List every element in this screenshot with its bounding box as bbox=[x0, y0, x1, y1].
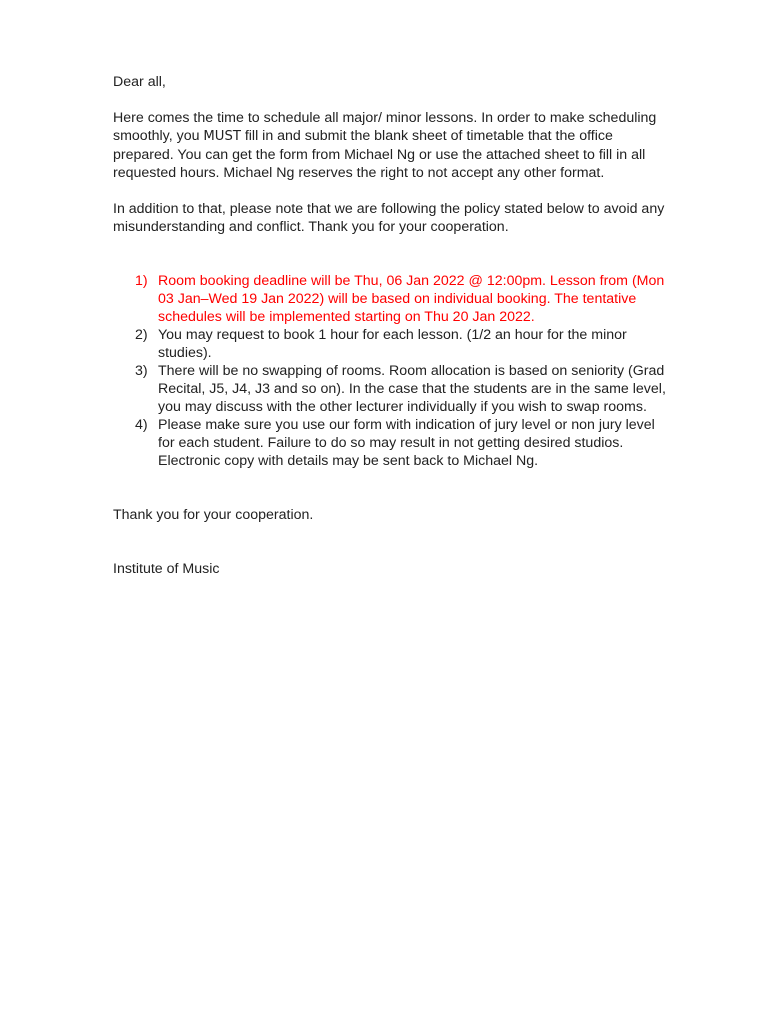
policy-item-deadline bbox=[113, 272, 673, 326]
closing-line: Thank you for your cooperation. bbox=[113, 507, 314, 523]
intro-paragraph bbox=[113, 109, 673, 182]
policy-item-room-swapping bbox=[113, 362, 673, 416]
letter-body bbox=[113, 73, 673, 578]
policy-item-number: 2) bbox=[135, 327, 148, 343]
policy-item-text: Room booking deadline will be Thu, 06 Jan 2022 @ 12:00pm. Lesson from (Mon 03 Jan–Wed 19 Jan 2022) will be based on individual booking. The tentative schedules will be implemented starting on Thu 20 Jan 2022. bbox=[158, 273, 665, 325]
must-emphasis: MUST bbox=[203, 129, 241, 144]
policy-item-text: Please make sure you use our form with indication of jury level or non jury level for each student. Failure to do so may result in not getting desired studios. Electronic copy with details may be sent back to Michael Ng. bbox=[158, 417, 655, 469]
policy-item-text: You may request to book 1 hour for each lesson. (1/2 an hour for the minor studies). bbox=[158, 327, 627, 361]
policy-item-number: 3) bbox=[135, 363, 148, 379]
intro-text-start: Here comes the time to schedule all major/ minor lessons. In order to make scheduling smoothly, you bbox=[113, 110, 657, 144]
policy-item-number: 1) bbox=[135, 273, 148, 289]
policy-intro-paragraph: In addition to that, please note that we are following the policy stated below to avoid any misunderstanding and conflict. Thank you for your cooperation. bbox=[113, 201, 665, 235]
policy-item-booking-duration bbox=[113, 326, 673, 362]
policy-list bbox=[113, 272, 673, 470]
policy-item-number: 4) bbox=[135, 417, 148, 433]
policy-item-text: There will be no swapping of rooms. Room allocation is based on seniority (Grad Recital, J5, J4, J3 and so on). In the case that the students are in the same level, you may discuss with the other lecturer individually if you wish to swap rooms. bbox=[158, 363, 666, 415]
greeting: Dear all, bbox=[113, 74, 166, 90]
intro-text-end: fill in and submit the blank sheet of timetable that the office prepared. You can get the form from Michael Ng or use the attached sheet to fill in all requested hours. Michael Ng reserves the right to not accept any other format. bbox=[113, 128, 646, 181]
policy-item-form-usage bbox=[113, 416, 673, 470]
signature: Institute of Music bbox=[113, 561, 220, 577]
